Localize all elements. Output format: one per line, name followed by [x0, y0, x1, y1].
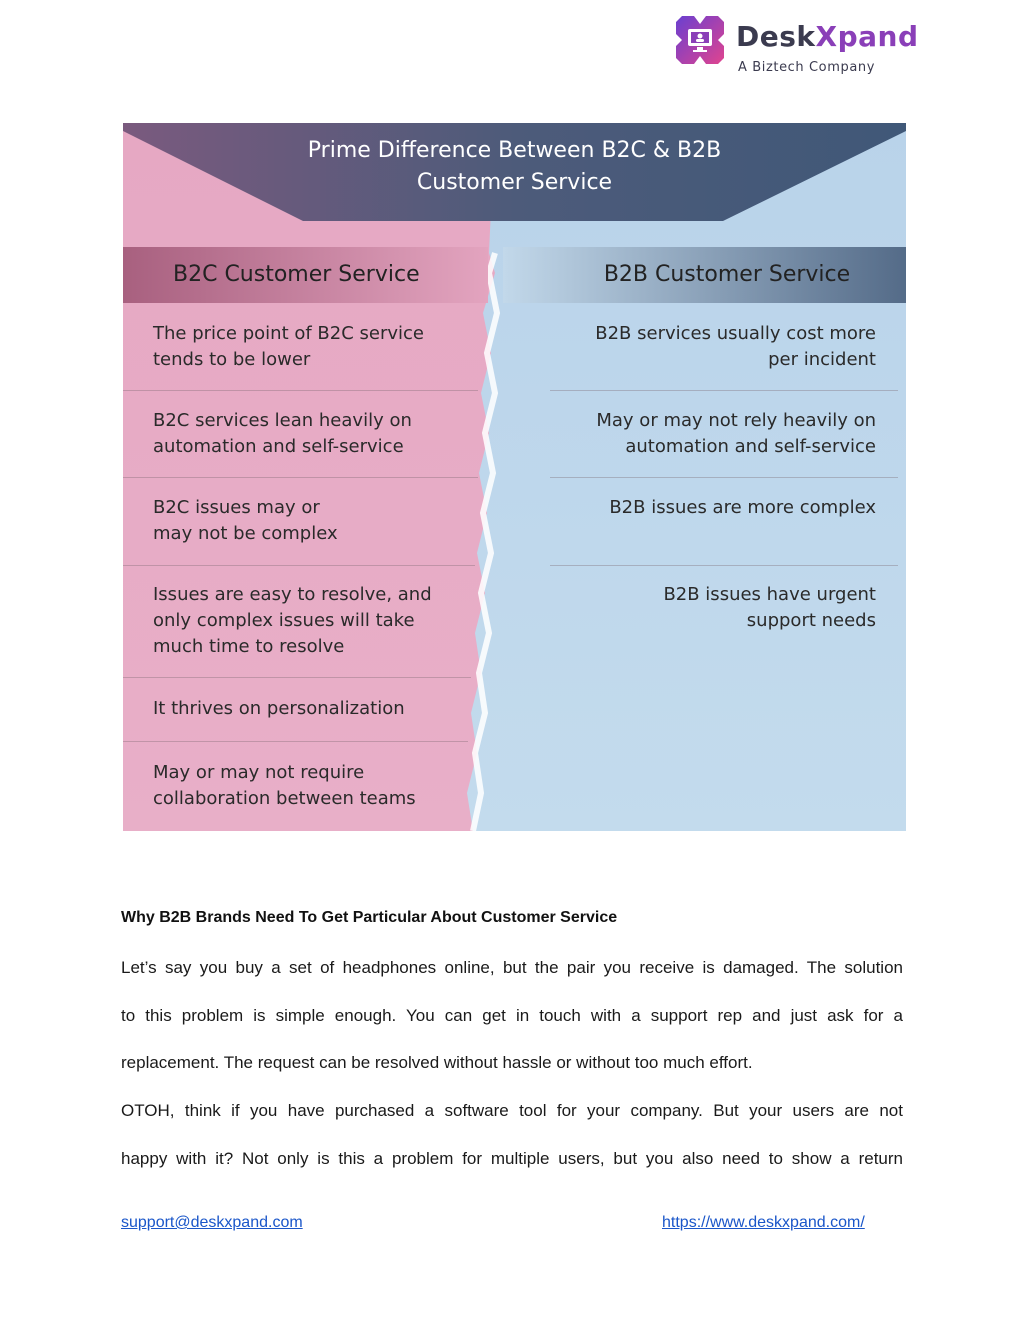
row-divider: [123, 477, 478, 478]
row-divider: [123, 677, 471, 678]
b2b-row-line: B2B services usually cost more: [595, 323, 876, 344]
b2b-row-line: May or may not rely heavily on: [596, 410, 876, 431]
article-line: replacement. The request can be resolved without hassle or without too much effort.: [121, 1053, 753, 1072]
b2c-row: [153, 321, 483, 373]
article-line: happy with it? Not only is this a problem for multiple users, but you also need to show a return: [121, 1149, 903, 1168]
b2b-row-line: support needs: [746, 610, 876, 631]
row-divider: [123, 565, 475, 566]
row-divider: [123, 741, 468, 742]
article-line: Let’s say you buy a set of headphones online, but the pair you receive is damaged. The solution: [121, 958, 903, 977]
b2c-row: [153, 582, 483, 660]
article-heading: Why B2B Brands Need To Get Particular About Customer Service: [121, 909, 618, 926]
b2c-row-line: It thrives on personalization: [153, 698, 405, 719]
b2c-row-line: may not be complex: [153, 523, 338, 544]
deskxpand-logo-icon: [672, 12, 728, 68]
b2c-row-line: automation and self-service: [153, 436, 404, 457]
logo-wordmark-desk: Desk: [736, 20, 816, 53]
b2c-row: [153, 760, 483, 812]
b2b-row: [563, 321, 876, 373]
b2c-row-line: The price point of B2C service: [153, 323, 424, 344]
b2b-column-header: B2B Customer Service: [603, 262, 851, 287]
infographic-title-line2: Customer Service: [416, 170, 613, 195]
b2c-row-line: much time to resolve: [153, 636, 345, 657]
article-line: to this problem is simple enough. You can get in touch with a support rep and just ask for a: [121, 1006, 903, 1025]
b2c-row-line: May or may not require: [153, 762, 365, 783]
b2c-row-line: tends to be lower: [153, 349, 311, 370]
b2b-row: [563, 582, 876, 634]
row-divider: [550, 565, 898, 566]
article-line: OTOH, think if you have purchased a software tool for your company. But your users are not: [121, 1101, 903, 1120]
b2c-row-line: Issues are easy to resolve, and: [153, 584, 432, 605]
infographic-title-line1: Prime Difference Between B2C & B2B: [307, 138, 722, 163]
support-email-link[interactable]: support@deskxpand.com: [121, 1214, 303, 1231]
deskxpand-logo: [672, 12, 919, 75]
b2b-row: [563, 408, 876, 460]
b2c-row-line: B2C issues may or: [153, 497, 320, 518]
logo-wordmark: [736, 20, 919, 53]
b2c-row: [153, 495, 483, 547]
b2b-row-line: B2B issues have urgent: [663, 584, 876, 605]
b2b-row-line: per incident: [768, 349, 876, 370]
b2c-row-line: collaboration between teams: [153, 788, 416, 809]
b2c-row-line: B2C services lean heavily on: [153, 410, 412, 431]
b2b-row-line: automation and self-service: [625, 436, 876, 457]
website-link[interactable]: https://www.deskxpand.com/: [662, 1214, 865, 1231]
comparison-infographic: [123, 123, 906, 831]
b2b-row-line: B2B issues are more complex: [609, 497, 876, 518]
b2c-row: [153, 696, 483, 722]
b2c-column-header: B2C Customer Service: [173, 262, 420, 287]
infographic-title: [123, 135, 906, 199]
row-divider: [550, 390, 898, 391]
row-divider: [123, 390, 478, 391]
logo-wordmark-xpand: Xpand: [815, 20, 919, 53]
b2c-row: [153, 408, 483, 460]
row-divider: [550, 477, 898, 478]
b2c-row-line: only complex issues will take: [153, 610, 415, 631]
logo-tagline: A Biztech Company: [738, 60, 876, 75]
b2b-row: [563, 495, 876, 521]
